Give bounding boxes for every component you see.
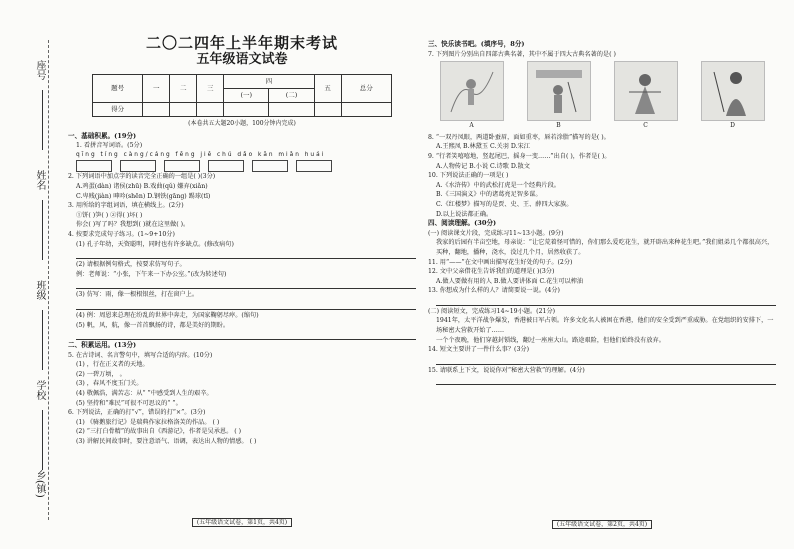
option-text: A.人物传记 B.小说 C.诗歌 D.散文 — [436, 162, 530, 170]
question-text: 9. “行者笑嘻嘻地，竖起尾巴，摇身一变……”出自( )，作者是( )。 — [428, 152, 611, 160]
question-text: 你会( )写了吗？我想到( )就在这里做( )。 — [76, 221, 190, 229]
picture-options — [428, 61, 776, 131]
answer-line[interactable] — [76, 280, 416, 289]
answer-box[interactable] — [164, 160, 200, 172]
score-header-cell: 一 — [143, 75, 170, 103]
exam-note: (本卷共五大题20小题，100分钟内完成) — [188, 120, 296, 127]
illustration-image — [701, 61, 765, 121]
score-header-cell: 五 — [314, 75, 341, 103]
illustration-image — [440, 61, 504, 121]
picture-option[interactable]: A — [440, 61, 504, 131]
school-label: 学校 — [34, 380, 45, 400]
option-text: A.鸡蛋(dàn) 诸侯(zhū) B.戏曲(qǔ) 嫌弃(xiǎn) — [76, 182, 208, 190]
question-text: 4. 按要求完成句子练习。(1~9+10分) — [68, 230, 175, 238]
option-text: B.《三国演义》中的诸葛亮足智多谋。 — [436, 191, 542, 199]
page-two — [428, 40, 776, 530]
reading-passage: 我家的后园有半亩空地，母亲说：“让它荒着怪可惜的，你们那么爱吃花生，就开辟出来种花生吧。”我们姐弟几个都很高兴，买种，翻地，播种，浇水，没过几个月，居然收获了。 — [436, 239, 774, 256]
judge-item: (2) “三打白骨精”的故事出自《西游记》，作者是吴承恩。 ( ) — [76, 428, 242, 436]
question-text: (1) 孔子年幼，天资聪明，同时也有许多缺点。(修改病句) — [76, 240, 234, 248]
answer-box[interactable] — [120, 160, 156, 172]
answer-line[interactable] — [436, 356, 776, 365]
question-text: 2. 下列词语中加点字的读音完全正确的一组是( )(3分) — [68, 173, 216, 181]
question-text: (4) 例：周恩来总理在纷乱的世界中奔走，为国家鞠躬尽瘁。(缩句) — [76, 311, 259, 319]
page-footer: (五年级语文试卷，第2页，共4页) — [428, 520, 776, 530]
name-field[interactable] — [42, 200, 44, 260]
illustration-image — [527, 61, 591, 121]
seat-field[interactable] — [42, 90, 44, 150]
fill-blank: (2) 一碧万顷， 。 — [76, 370, 126, 378]
question-text: 5. 在古诗词、名言警句中，填写合适的内容。(10分) — [68, 351, 213, 359]
town-label: 乡(镇) — [34, 470, 45, 498]
option-text: D.以上说法都正确。 — [436, 210, 493, 218]
class-field[interactable] — [42, 310, 44, 370]
question-text: 8. “一双丹凤眼，两道卧蚕眉，面如重枣，唇若涂脂”描写的是( )。 — [428, 133, 610, 141]
question-text: 14. 短文主要讲了一件什么事？(3分) — [428, 346, 530, 354]
score-cell[interactable] — [314, 103, 341, 117]
judge-item: (3) 讲解民间故事时，要注意语气、语调，表达出人物的情感。 ( ) — [76, 438, 257, 446]
question-text: (2) 请根据例句格式，按要求仿写句子。 — [76, 261, 186, 269]
page-one — [68, 28, 416, 528]
pinyin-row: qīng tíng càng/cáng fēng jiě chú dǎo kān miǎn huái — [76, 151, 326, 158]
question-text: 6. 下列说法，正确的打“√”，错误的打“×”。(3分) — [68, 409, 206, 417]
picture-option[interactable]: D — [701, 61, 765, 131]
score-table — [92, 74, 392, 117]
score-header-cell: 题号 — [93, 75, 143, 103]
judge-item: (1) 《骑鹅旅行记》是瑞典作家拉格洛芙的作品。 ( ) — [76, 418, 220, 426]
score-header-cell: 三 — [197, 75, 224, 103]
fill-blank: (3) ，春风不度玉门关。 — [76, 380, 143, 388]
school-field[interactable] — [42, 410, 44, 470]
answer-box[interactable] — [252, 160, 288, 172]
answer-line[interactable] — [76, 331, 416, 340]
question-text: 10. 下列说法正确的一项是( ) — [428, 172, 509, 180]
section-heading: 三、快乐读书吧。(填序号，8分) — [428, 40, 525, 48]
score-cell[interactable] — [197, 103, 224, 117]
fill-blank: (1) ，行在正义者的天地。 — [76, 361, 149, 369]
score-cell[interactable] — [224, 103, 269, 117]
name-label: 姓名 — [34, 170, 45, 190]
exam-subtitle: 五年级语文试卷 — [196, 52, 288, 67]
score-header-cell: 总分 — [341, 75, 391, 103]
option-text: A.《水浒传》中的武松打虎是一个经典片段。 — [436, 181, 560, 189]
score-header-cell: 四 — [224, 75, 314, 89]
score-header-cell: 二 — [170, 75, 197, 103]
binding-cut-line — [48, 40, 49, 520]
answer-boxes — [76, 160, 416, 172]
reading-passage: 一个个夜晚，他们穿越封锁线，翻过一座座大山。路途艰险，但他们始终没有放弃。 — [436, 336, 665, 344]
option-text: A.王熙凤 B.林黛玉 C.关羽 D.宋江 — [436, 143, 530, 151]
reading-heading: (二) 阅读短文，完成练习14~19小题。(21分) — [428, 307, 556, 315]
reading-heading: (一) 阅读课文片段，完成练习11~13小题。(9分) — [428, 229, 564, 237]
option-text: C.《红楼梦》描写的是贾、史、王、薛四大家族。 — [436, 200, 573, 208]
answer-line[interactable] — [76, 250, 416, 259]
question-text: 7. 下列图片分别出自四部古典名著，其中不属于四大古典名著的是( ) — [428, 50, 616, 58]
picture-option[interactable]: C — [614, 61, 678, 131]
seat-label: 座号 — [34, 60, 45, 80]
question-text: 15. 请联系上下文，说说你对“秘密大营救”的理解。(4分) — [428, 366, 585, 374]
question-text: 3. 用所给的字组词语，填在横线上。(2分) — [68, 202, 184, 210]
answer-box[interactable] — [208, 160, 244, 172]
answer-box[interactable] — [76, 160, 112, 172]
score-sub-cell: (二) — [269, 89, 314, 103]
section-heading: 一、基础积累。(19分) — [68, 131, 137, 140]
question-text: ①饼( )笋( ) ②得( )坏( ) — [76, 211, 143, 219]
question-text: (5) 帆，风，航，像一首首飘扬的诗，都是美好的期盼。 — [76, 321, 230, 329]
option-text: C.卑贱(jiàn) 呻吟(shēn) D.钢铁(gāng) 踢球(tī) — [76, 192, 211, 200]
question-text: 1. 看拼音写词语。(5分) — [76, 142, 143, 150]
answer-box[interactable] — [296, 160, 332, 172]
question-text: 例：老师说：“小张，下午来一下办公室。”(改为转述句) — [76, 270, 227, 278]
exam-title: 二〇二四年上半年期末考试 — [145, 34, 338, 52]
option-text: A.做人要做有用的人 B.做人要讲体面 C.花生可以榨油 — [436, 277, 584, 285]
score-sub-cell: (一) — [224, 89, 269, 103]
page-footer: (五年级语文试卷，第1页，共4页) — [68, 518, 416, 528]
score-cell[interactable] — [143, 103, 170, 117]
answer-line[interactable] — [436, 297, 776, 306]
picture-option[interactable]: B — [527, 61, 591, 131]
class-label: 班级 — [34, 280, 45, 300]
score-cell[interactable] — [341, 103, 391, 117]
answer-line[interactable] — [436, 376, 776, 385]
binding-margin — [0, 0, 64, 549]
section-heading: 四、阅读理解。(30分) — [428, 219, 497, 228]
section-heading: 二、积累运用。(13分) — [68, 341, 137, 350]
fill-blank: (4) 敬佩浩，满苦志：从“ ”中感受到人生的艰辛。 — [76, 390, 213, 398]
fill-blank: (5) 坚持和“难民”可很不可思议的“ ”。 — [76, 399, 182, 407]
question-text: (3) 仿写：雨，像一根根银丝，打在窗户上。 — [76, 291, 199, 299]
score-cell[interactable] — [170, 103, 197, 117]
question-text: 11. 用“——”在文中画出描写花生好处的句子。(2分) — [428, 258, 573, 266]
score-cell[interactable] — [269, 103, 314, 117]
score-row-label: 得分 — [93, 103, 143, 117]
reading-passage: 1941年，太平洋战争爆发，香港被日军占领。许多文化名人被困在香港，他们的安全受到严重威胁。在党组织的安排下，一场秘密大营救开始了…… — [436, 317, 774, 335]
illustration-image — [614, 61, 678, 121]
answer-line[interactable] — [76, 301, 416, 310]
question-text: 13. 你想成为什么样的人？请简要说一说。(4分) — [428, 287, 560, 295]
question-text: 12. 文中父亲借花生告诉我们的道理是( )(3分) — [428, 268, 555, 276]
